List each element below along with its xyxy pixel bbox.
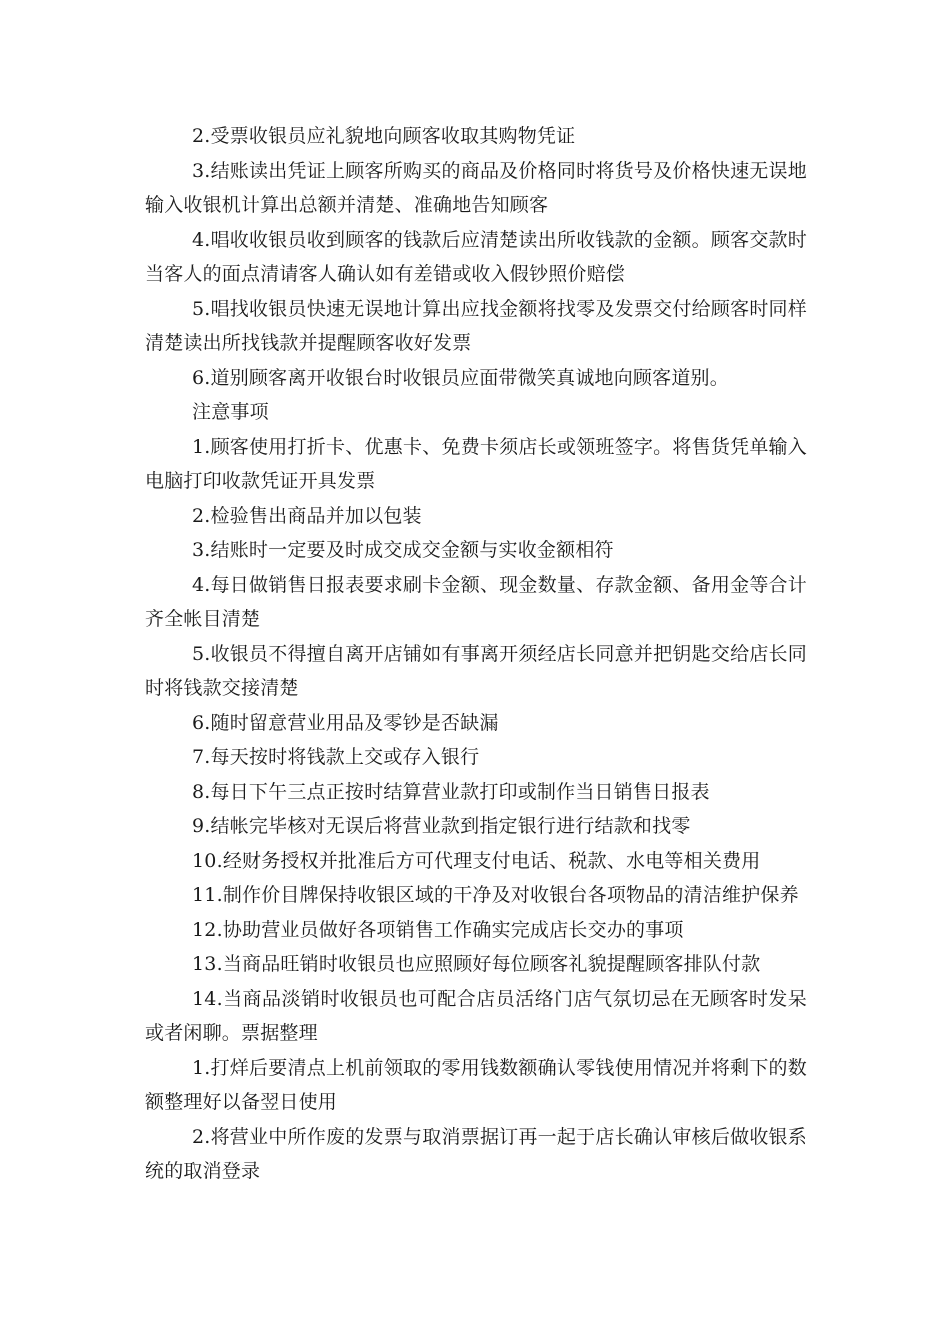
paragraph-farewell: 6.道别顾客离开收银台时收银员应面带微笑真诚地向顾客道别。 xyxy=(192,366,729,389)
paragraph-assist-sales: 12.协助营业员做好各项销售工作确实完成店长交办的事项 xyxy=(192,918,684,941)
paragraph-busy-season: 13.当商品旺销时收银员也应照顾好每位顾客礼貌提醒顾客排队付款 xyxy=(192,953,761,975)
paragraph-slow-season: 14.当商品淡销时收银员也可配合店员活络门店气氛切忌在无顾客时发呆或者闲聊。票据整理 xyxy=(145,987,807,1044)
paragraph-receive-voucher: 2.受票收银员应礼貌地向顾客收取其购物凭证 xyxy=(192,125,576,147)
paragraph-leave-store: 5.收银员不得擅自离开店铺如有事离开须经店长同意并把钥匙交给店长同时将钱款交接清楚 xyxy=(145,642,807,699)
paragraph-price-tags: 11.制作价目牌保持收银区域的干净及对收银台各项物品的清洁维护保养 xyxy=(192,884,799,906)
paragraph-closing-count: 1.打烊后要清点上机前领取的零用钱数额确认零钱使用情况并将剩下的数额整理好以备翌日使用 xyxy=(145,1056,807,1113)
paragraph-inspect-goods: 2.检验售出商品并加以包装 xyxy=(192,504,422,527)
document-body xyxy=(145,119,807,1189)
paragraph-bank-settlement: 9.结帐完毕核对无误后将营业款到指定银行进行结款和找零 xyxy=(192,815,691,837)
paragraph-checkout-read: 3.结账读出凭证上顾客所购买的商品及价格同时将货号及价格快速无误地输入收银机计算出总额并清楚、准确地告知顾客 xyxy=(145,159,807,216)
paragraph-announce-received: 4.唱收收银员收到顾客的钱款后应清楚读出所收钱款的金额。顾客交款时当客人的面点清请客人确认如有差错或收入假钞照价赔偿 xyxy=(145,228,807,285)
paragraph-checkout-amounts: 3.结账时一定要及时成交成交金额与实收金额相符 xyxy=(192,539,614,561)
paragraph-deposit: 7.每天按时将钱款上交或存入银行 xyxy=(192,746,480,768)
paragraph-announce-change: 5.唱找收银员快速无误地计算出应找金额将找零及发票交付给顾客时同样清楚读出所找钱款并提醒顾客收好发票 xyxy=(145,297,807,354)
paragraph-void-invoices: 2.将营业中所作废的发票与取消票据订再一起于店长确认审核后做收银系统的取消登录 xyxy=(145,1125,807,1182)
paragraph-settlement: 8.每日下午三点正按时结算营业款打印或制作当日销售日报表 xyxy=(192,780,710,803)
section-heading-notes: 注意事项 xyxy=(192,401,269,423)
paragraph-daily-report: 4.每日做销售日报表要求刷卡金额、现金数量、存款金额、备用金等合计齐全帐目清楚 xyxy=(145,573,807,630)
paragraph-payments: 10.经财务授权并批准后方可代理支付电话、税款、水电等相关费用 xyxy=(192,849,761,872)
paragraph-supplies: 6.随时留意营业用品及零钞是否缺漏 xyxy=(192,711,499,734)
paragraph-discount-cards: 1.顾客使用打折卡、优惠卡、免费卡须店长或领班签字。将售货凭单输入电脑打印收款凭证开具发票 xyxy=(145,435,807,492)
